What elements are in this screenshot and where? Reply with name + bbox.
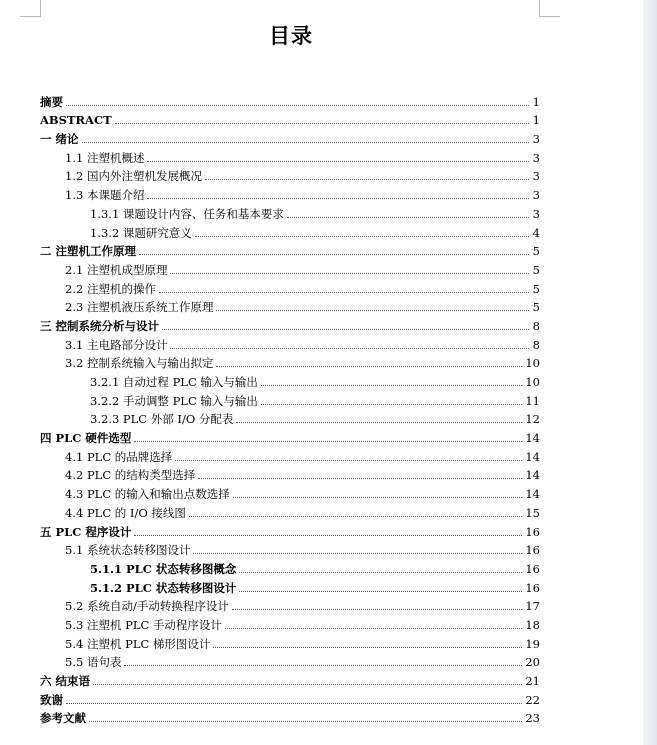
toc-page: 16 bbox=[525, 524, 540, 539]
toc-leader bbox=[205, 178, 529, 180]
toc-page: 3 bbox=[532, 150, 540, 165]
toc-entry[interactable] bbox=[40, 352, 540, 371]
toc-page: 14 bbox=[525, 449, 540, 464]
toc-page: 18 bbox=[525, 617, 540, 632]
toc-page: 5 bbox=[532, 300, 540, 315]
toc-entry[interactable] bbox=[40, 426, 540, 445]
toc-label: 2.1 注塑机成型原理 bbox=[65, 262, 168, 277]
toc-page: 10 bbox=[525, 375, 540, 389]
toc-label: 5.5 语句表 bbox=[65, 655, 122, 670]
toc-label: 5.4 注塑机 PLC 梯形图设计 bbox=[65, 636, 211, 651]
toc-label: 二 注塑机工作原理 bbox=[40, 244, 137, 259]
toc-entry[interactable] bbox=[40, 333, 540, 352]
toc-leader bbox=[170, 272, 529, 274]
toc-leader bbox=[195, 235, 529, 237]
toc-label: 4.2 PLC 的结构类型选择 bbox=[65, 468, 196, 483]
toc-label: 致谢 bbox=[40, 692, 63, 707]
toc-leader bbox=[147, 160, 529, 162]
toc-leader bbox=[93, 683, 522, 685]
toc-label: 3.2.2 手动调整 PLC 输入与输出 bbox=[90, 393, 258, 408]
toc-leader bbox=[213, 646, 522, 648]
toc-leader bbox=[175, 459, 522, 461]
toc-entry[interactable] bbox=[40, 632, 540, 651]
toc-page: 5 bbox=[532, 244, 540, 259]
toc-label: 五 PLC 程序设计 bbox=[40, 524, 132, 539]
toc-page: 11 bbox=[525, 393, 540, 408]
toc-entry[interactable] bbox=[40, 109, 540, 128]
toc-page: 22 bbox=[525, 692, 540, 707]
toc-page: 10 bbox=[525, 356, 540, 371]
toc-page: 4 bbox=[532, 225, 540, 240]
toc-label: 4.1 PLC 的品牌选择 bbox=[65, 449, 173, 464]
toc-page: 8 bbox=[532, 337, 540, 352]
toc-page: 16 bbox=[525, 561, 540, 576]
toc-entry[interactable] bbox=[40, 146, 540, 165]
toc-leader bbox=[115, 122, 529, 124]
crop-mark bbox=[539, 0, 540, 17]
toc-label: 六 结束语 bbox=[40, 674, 91, 688]
toc-entry[interactable] bbox=[40, 389, 540, 408]
toc-leader bbox=[233, 496, 523, 498]
toc-label: 5.1.2 PLC 状态转移图设计 bbox=[90, 580, 237, 595]
crop-mark bbox=[539, 16, 560, 17]
toc-page: 3 bbox=[532, 188, 540, 203]
toc-leader bbox=[236, 421, 522, 423]
toc-entry[interactable] bbox=[40, 202, 540, 221]
toc-entry[interactable] bbox=[40, 651, 540, 670]
toc-label: 一 绪论 bbox=[40, 132, 79, 147]
toc-leader bbox=[261, 384, 522, 386]
toc-page: 16 bbox=[525, 580, 540, 595]
toc-page: 14 bbox=[525, 487, 540, 502]
toc-entry[interactable] bbox=[40, 595, 540, 614]
crop-mark bbox=[40, 0, 41, 17]
table-of-contents bbox=[40, 90, 540, 725]
toc-leader bbox=[82, 141, 529, 143]
toc-page: 3 bbox=[532, 132, 540, 147]
toc-entry[interactable] bbox=[40, 240, 540, 259]
toc-leader bbox=[66, 104, 529, 106]
toc-leader bbox=[261, 403, 522, 405]
toc-entry[interactable] bbox=[40, 90, 540, 109]
toc-leader bbox=[139, 253, 529, 255]
toc-leader bbox=[198, 477, 522, 479]
page-edge bbox=[643, 0, 657, 745]
toc-leader bbox=[239, 571, 522, 573]
toc-entry[interactable] bbox=[40, 688, 540, 707]
toc-page: 16 bbox=[525, 543, 540, 558]
toc-entry[interactable] bbox=[40, 445, 540, 464]
toc-label: 5.2 系统自动/手动转换程序设计 bbox=[65, 599, 229, 614]
toc-page: 3 bbox=[532, 169, 540, 184]
toc-label: 3.1 主电路部分设计 bbox=[65, 337, 168, 352]
toc-label: 参考文献 bbox=[40, 711, 86, 726]
toc-page: 5 bbox=[532, 262, 540, 277]
toc-label: 3.2.1 自动过程 PLC 输入与输出 bbox=[90, 375, 258, 389]
toc-page: 12 bbox=[525, 412, 540, 427]
toc-leader bbox=[170, 347, 529, 349]
toc-label: 1.3 本课题介绍 bbox=[65, 188, 145, 203]
toc-label: 4.3 PLC 的输入和输出点数选择 bbox=[65, 487, 230, 502]
toc-leader bbox=[159, 291, 529, 293]
toc-label: 四 PLC 硬件选型 bbox=[40, 431, 132, 446]
toc-entry[interactable] bbox=[40, 183, 540, 202]
toc-label: 2.2 注塑机的操作 bbox=[65, 281, 156, 296]
toc-leader bbox=[134, 534, 522, 536]
toc-leader bbox=[216, 365, 522, 367]
toc-entry[interactable] bbox=[40, 165, 540, 184]
toc-page: 3 bbox=[532, 206, 540, 221]
toc-entry[interactable] bbox=[40, 221, 540, 240]
toc-leader bbox=[193, 552, 522, 554]
toc-entry[interactable] bbox=[40, 277, 540, 296]
toc-entry[interactable] bbox=[40, 613, 540, 632]
toc-entry[interactable] bbox=[40, 501, 540, 520]
toc-leader bbox=[89, 720, 522, 722]
toc-page: 8 bbox=[532, 318, 540, 333]
toc-leader bbox=[189, 515, 522, 517]
toc-entry[interactable] bbox=[40, 539, 540, 558]
toc-entry[interactable] bbox=[40, 127, 540, 146]
toc-page: 14 bbox=[525, 431, 540, 446]
toc-label: 1.2 国内外注塑机发展概况 bbox=[65, 169, 202, 184]
toc-leader bbox=[216, 309, 529, 311]
toc-page: 15 bbox=[525, 505, 540, 520]
toc-label: 1.3.1 课题设计内容、任务和基本要求 bbox=[90, 206, 284, 221]
toc-entry[interactable] bbox=[40, 408, 540, 427]
toc-entry[interactable] bbox=[40, 576, 540, 595]
toc-label: 5.1.1 PLC 状态转移图概念 bbox=[90, 561, 237, 576]
toc-leader bbox=[225, 627, 522, 629]
toc-page: 19 bbox=[525, 636, 540, 651]
toc-leader bbox=[162, 328, 529, 330]
toc-entry[interactable] bbox=[40, 482, 540, 501]
toc-page: 5 bbox=[532, 281, 540, 296]
toc-entry[interactable] bbox=[40, 296, 540, 315]
toc-entry[interactable] bbox=[40, 258, 540, 277]
toc-label: 3.2.3 PLC 外部 I/O 分配表 bbox=[90, 412, 234, 427]
toc-page: 20 bbox=[525, 655, 540, 670]
toc-page: 23 bbox=[525, 711, 540, 726]
toc-leader bbox=[134, 440, 522, 442]
toc-label: 5.1 系统状态转移图设计 bbox=[65, 543, 191, 558]
toc-leader bbox=[124, 664, 522, 666]
toc-leader bbox=[287, 216, 529, 218]
toc-page: 17 bbox=[525, 599, 540, 614]
toc-entry[interactable] bbox=[40, 669, 540, 688]
toc-entry[interactable] bbox=[40, 707, 540, 726]
toc-label: 摘要 bbox=[40, 94, 63, 109]
crop-mark bbox=[20, 16, 41, 17]
page-title: 目录 bbox=[269, 24, 313, 48]
toc-label: ABSTRACT bbox=[40, 113, 112, 128]
toc-label: 3.2 控制系统输入与输出拟定 bbox=[65, 356, 214, 371]
toc-entry[interactable] bbox=[40, 314, 540, 333]
toc-label: 1.3.2 课题研究意义 bbox=[90, 225, 192, 240]
toc-entry[interactable] bbox=[40, 557, 540, 576]
toc-label: 1.1 注塑机概述 bbox=[65, 150, 145, 165]
toc-entry[interactable] bbox=[40, 464, 540, 483]
toc-label: 2.3 注塑机液压系统工作原理 bbox=[65, 300, 214, 315]
toc-label: 4.4 PLC 的 I/O 接线图 bbox=[65, 505, 186, 520]
toc-page: 14 bbox=[525, 468, 540, 483]
toc-page: 1 bbox=[532, 113, 540, 128]
toc-label: 5.3 注塑机 PLC 手动程序设计 bbox=[65, 617, 222, 632]
toc-leader bbox=[147, 197, 529, 199]
toc-entry[interactable] bbox=[40, 370, 540, 389]
toc-page: 1 bbox=[532, 94, 540, 109]
toc-leader bbox=[232, 608, 523, 610]
toc-leader bbox=[66, 702, 522, 704]
toc-entry[interactable] bbox=[40, 520, 540, 539]
toc-label: 三 控制系统分析与设计 bbox=[40, 318, 160, 333]
toc-page: 21 bbox=[525, 674, 540, 688]
toc-leader bbox=[239, 590, 522, 592]
